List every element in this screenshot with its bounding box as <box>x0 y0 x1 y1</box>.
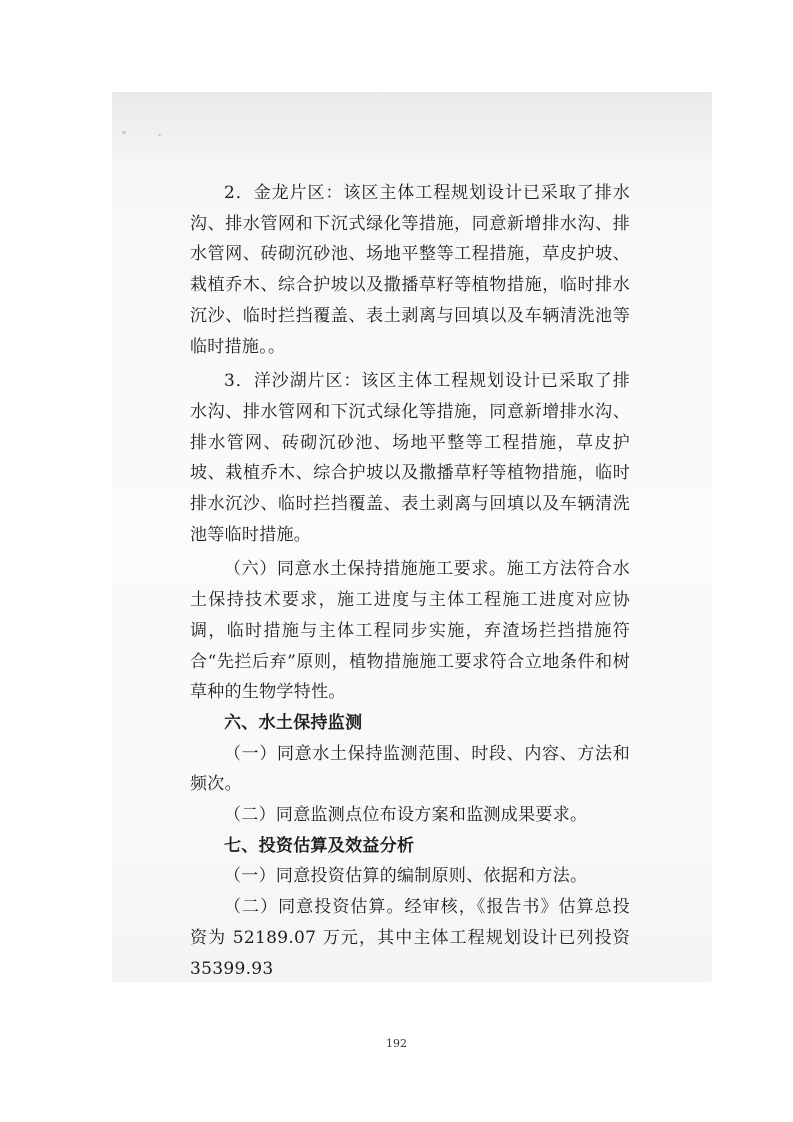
scan-speck <box>158 134 161 136</box>
paragraph-investment-estimate: （二）同意投资估算。经审核，《报告书》估算总投资为 52189.07 万元，其中主体工程规划设计已列投资 35399.93 <box>190 897 630 979</box>
paragraph-investment-principles: （一）同意投资估算的编制原则、依据和方法。 <box>224 866 588 887</box>
section-heading-monitoring: 六、水土保持监测 <box>224 712 363 733</box>
paragraph-monitoring-points: （二）同意监测点位布设方案和监测成果要求。 <box>224 805 588 826</box>
document-body <box>190 178 630 984</box>
scan-speck <box>122 131 126 134</box>
paragraph-yangshahu-area: 3．洋沙湖片区：该区主体工程规划设计已采取了排水沟、排水管网和下沉式绿化等措施，同意新增排水沟、排水管网、砖砌沉砂池、场地平整等工程措施，草皮护坡、栽植乔木、综合护坡以及撒播草籽等植物措施，临时排水沉沙、临时拦挡覆盖、表土剥离与回填以及车辆清洗池等临时措施。 <box>190 371 630 545</box>
scan-shadow <box>112 92 712 162</box>
paragraph-construction-requirements: （六）同意水土保持措施施工要求。施工方法符合水土保持技术要求，施工进度与主体工程施工进度对应协调，临时措施与主体工程同步实施，弃渣场拦挡措施符合“先拦后弃”原则，植物措施施工要求符合立地条件和树草种的生物学特性。 <box>190 559 630 703</box>
paragraph-jinlong-area: 2．金龙片区：该区主体工程规划设计已采取了排水沟、排水管网和下沉式绿化等措施，同意新增排水沟、排水管网、砖砌沉砂池、场地平整等工程措施，草皮护坡、栽植乔木、综合护坡以及撒播草籽等植物措施，临时排水沉沙、临时拦挡覆盖、表土剥离与回填以及车辆清洗池等临时措施。。 <box>190 183 630 357</box>
page-number: 192 <box>386 1037 407 1050</box>
section-heading-investment: 七、投资估算及效益分析 <box>224 835 415 856</box>
paragraph-monitoring-scope: （一）同意水土保持监测范围、时段、内容、方法和频次。 <box>190 743 630 795</box>
